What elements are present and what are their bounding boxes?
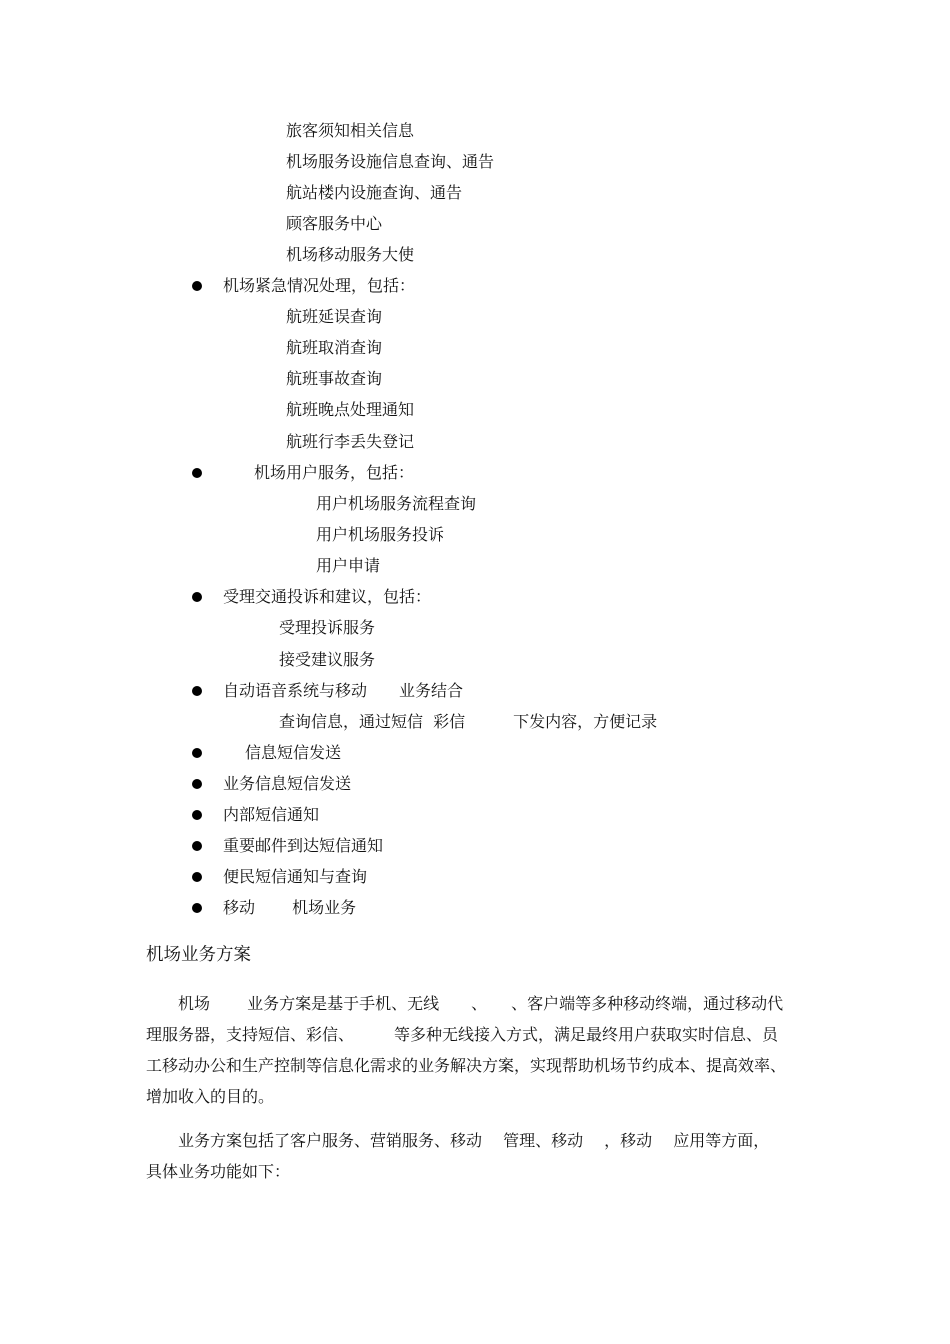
list-item: 顾客服务中心 [286,214,383,233]
bullet-icon [192,903,202,913]
bullet-icon [192,748,202,758]
list-item: 旅客须知相关信息 [286,121,415,140]
bullet-icon [192,810,202,820]
bullet-icon [192,468,202,478]
list-item: 移动 机场业务 [223,898,357,917]
list-item: 机场紧急情况处理，包括： [223,276,416,295]
list-item: 航班晚点处理通知 [286,400,415,419]
bullet-icon [192,841,202,851]
list-item: 航班行李丢失登记 [286,432,415,451]
list-item: 自动语音系统与移动 业务结合 [223,681,464,700]
list-item: 航班延误查询 [286,307,383,326]
list-item: 受理交通投诉和建议，包括： [223,587,432,606]
bullet-icon [192,779,202,789]
list-item: 用户机场服务投诉 [316,525,445,544]
list-item: 查询信息，通过短信 彩信 下发内容，方便记录 [279,712,658,731]
list-item: 业务信息短信发送 [223,774,352,793]
list-item: 航班取消查询 [286,338,383,357]
list-item: 航班事故查询 [286,369,383,388]
list-item: 用户机场服务流程查询 [316,494,477,513]
list-item: 机场移动服务大使 [286,245,415,264]
list-item: 航站楼内设施查询、通告 [286,183,463,202]
bullet-icon [192,686,202,696]
list-item: 机场用户服务，包括： [254,463,415,482]
bullet-icon [192,281,202,291]
list-item: 受理投诉服务 [279,618,376,637]
section-heading: 机场业务方案 [146,945,251,965]
list-item: 重要邮件到达短信通知 [223,836,384,855]
list-item: 用户申请 [316,556,381,575]
list-item: 接受建议服务 [279,650,376,669]
bullet-icon [192,872,202,882]
body-paragraph: 机场 业务方案是基于手机、无线 、 、客户端等多种移动终端，通过移动代 理服务器，支持短信、彩信、 等多种无线接入方式，满足最终用户获取实时信息、员 工移动办公和生产控制等信息化需求的业务解决方案，实现帮助机场节约成本、提高效率、 增加收入的目的。 [146,994,787,1106]
list-item: 信息短信发送 [245,743,342,762]
list-item: 机场服务设施信息查询、通告 [286,152,495,171]
body-paragraph: 业务方案包括了客户服务、营销服务、移动 管理、移动 ，移动 应用等方面， 具体业务功能如下： [146,1131,770,1181]
list-item: 便民短信通知与查询 [223,867,368,886]
list-item: 内部短信通知 [223,805,320,824]
bullet-icon [192,592,202,602]
